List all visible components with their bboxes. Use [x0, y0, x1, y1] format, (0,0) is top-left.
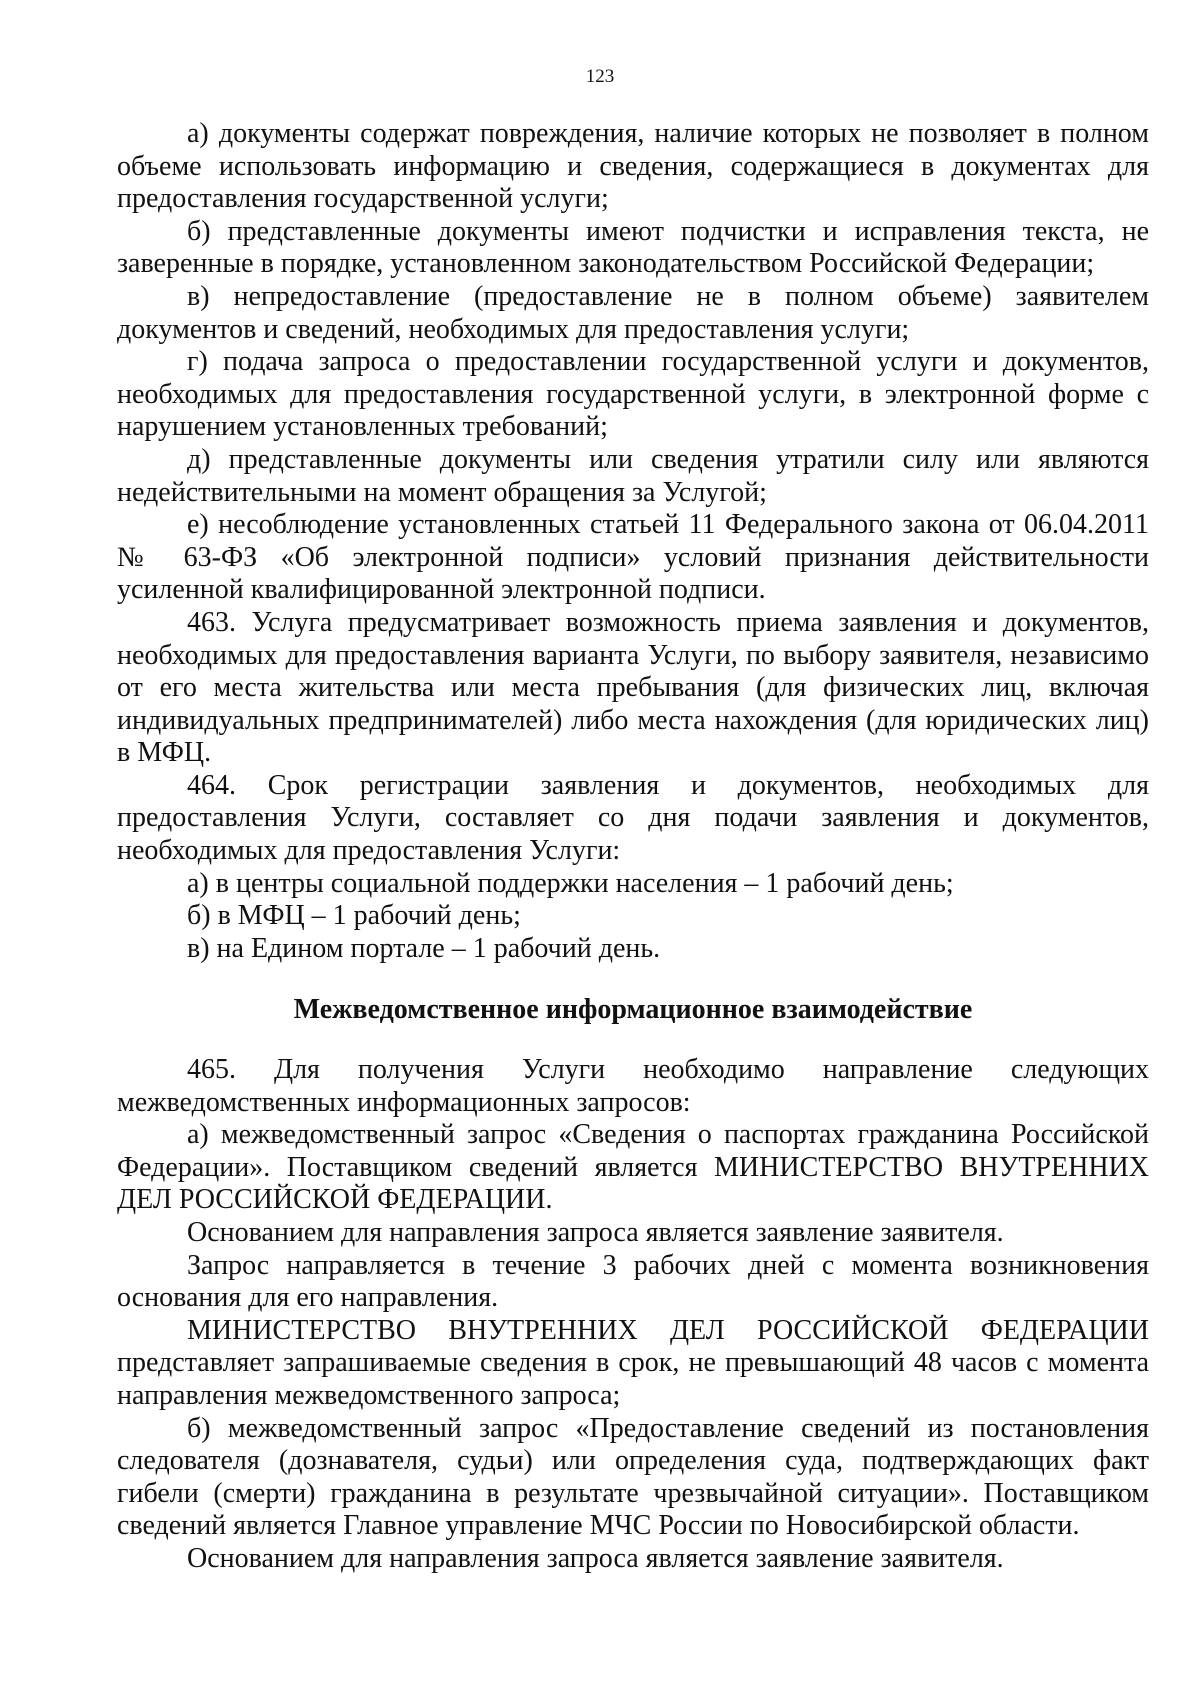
- paragraph-463: 463. Услуга предусматривает возможность приема заявления и документов, необходимых для предоставления варианта Услуги, по выбору заявителя, независимо от его места жительства или места пребывания (для физических лиц, включая индивидуальных предпринимателей) либо места нахождения (для юридических лиц) в МФЦ.: [117, 606, 1149, 769]
- paragraph-item-e-signature: е) несоблюдение установленных статьей 11 Федерального закона от 06.04.2011 № 63-ФЗ «Об электронной подписи» условий признания действительности усиленной квалифицированной электронной подписи.: [117, 509, 1149, 606]
- paragraph-item-b-corrections: б) представленные документы имеют подчистки и исправления текста, не заверенные в порядке, установленном законодательством Российской Федерации;: [117, 215, 1149, 280]
- paragraph-465-a: а) межведомственный запрос «Сведения о паспортах гражданина Российской Федерации». Поставщиком сведений является МИНИСТЕРСТВО ВНУТРЕННИХ ДЕЛ РОССИЙСКОЙ ФЕДЕРАЦИИ.: [117, 1119, 1149, 1216]
- paragraph-ministry-response: МИНИСТЕРСТВО ВНУТРЕННИХ ДЕЛ РОССИЙСКОЙ ФЕДЕРАЦИИ представляет запрашиваемые сведения в срок, не превышающий 48 часов с момента направления межведомственного запроса;: [117, 1314, 1149, 1411]
- paragraph-464-a: а) в центры социальной поддержки населения – 1 рабочий день;: [187, 867, 954, 899]
- paragraph-item-v-incomplete: в) непредоставление (предоставление не в полном объеме) заявителем документов и сведений, необходимых для предоставления услуги;: [117, 280, 1149, 345]
- paragraph-464: 464. Срок регистрации заявления и документов, необходимых для предоставления Услуги, составляет со дня подачи заявления и документов, необходимых для предоставления Услуги:: [117, 769, 1149, 867]
- paragraph-item-a-damage: а) документы содержат повреждения, наличие которых не позволяет в полном объеме использовать информацию и сведения, содержащиеся в документах для предоставления государственной услуги;: [117, 118, 1149, 215]
- page-number: 123: [585, 66, 615, 87]
- paragraph-465-b: б) межведомственный запрос «Предоставление сведений из постановления следователя (дознавателя, судьи) или определения суда, подтверждающих факт гибели (смерти) гражданина в результате чрезвычайной ситуации». Поставщиком сведений является Главное управление МЧС России по Новосибирской области.: [117, 1412, 1149, 1542]
- paragraph-request-term: Запрос направляется в течение 3 рабочих дней с момента возникновения основания для его направления.: [117, 1249, 1149, 1314]
- paragraph-basis-2: Основанием для направления запроса является заявление заявителя.: [187, 1542, 1004, 1574]
- paragraph-464-v: в) на Едином портале – 1 рабочий день.: [187, 932, 661, 964]
- paragraph-465: 465. Для получения Услуги необходимо направление следующих межведомственных информационных запросов:: [117, 1054, 1149, 1118]
- section-heading: Межведомственное информационное взаимодействие: [293, 994, 973, 1026]
- paragraph-basis-1: Основанием для направления запроса является заявление заявителя.: [187, 1217, 1004, 1248]
- paragraph-464-b: б) в МФЦ – 1 рабочий день;: [187, 900, 521, 932]
- paragraph-item-d-expired: д) представленные документы или сведения утратили силу или являются недействительными на момент обращения за Услугой;: [117, 443, 1149, 508]
- paragraph-item-g-electronic-request: г) подача запроса о предоставлении государственной услуги и документов, необходимых для предоставления государственной услуги, в электронной форме с нарушением установленных требований;: [117, 346, 1149, 443]
- document-body: [117, 118, 1149, 1576]
